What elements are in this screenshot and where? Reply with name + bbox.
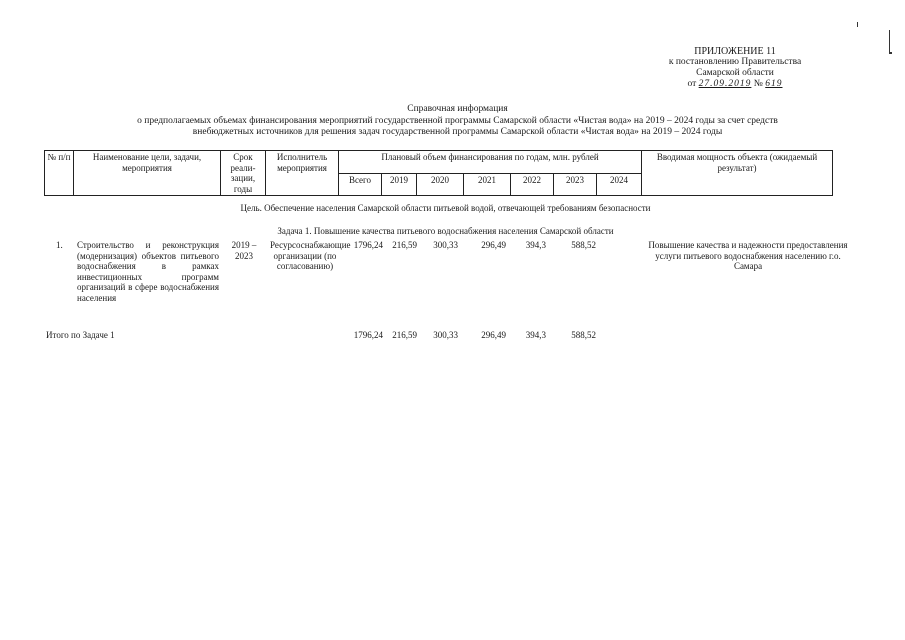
total-label: Итого по Задаче 1 (46, 330, 115, 340)
col-year: 2024 (597, 173, 642, 196)
appendix-date-line: от 27.09.2019 № 619 (687, 79, 783, 89)
col-name: Наименование цели, задачи, мероприятия (74, 151, 221, 196)
col-funding-group: Плановый объем финансирования по годам, млн. рублей (339, 151, 642, 174)
total-value: 300,33 (433, 330, 458, 340)
appendix-title: ПРИЛОЖЕНИЕ 11 (694, 46, 776, 57)
total-sum: 1796,24 (353, 330, 383, 340)
total-value: 588,52 (571, 330, 596, 340)
col-year: 2019 (382, 173, 417, 196)
scan-mark (857, 22, 858, 27)
goal-row: Цель. Обеспечение населения Самарской области питьевой водой, отвечающей требованиям безопасности (240, 203, 651, 213)
row-value: 296,49 (481, 240, 506, 250)
row-period: 2019 – 2023 (231, 240, 257, 261)
row-executor: Ресурсоснабжающие организации (по согласованию) (270, 240, 351, 271)
row-value: 216,59 (392, 240, 417, 250)
document-heading (60, 104, 855, 139)
col-year: 2021 (464, 173, 511, 196)
col-num: № п/п (45, 151, 74, 196)
document-title: Справочная информация (407, 104, 508, 114)
task-row: Задача 1. Повышение качества питьевого водоснабжения населения Самарской области (277, 226, 614, 236)
row-value: 588,52 (571, 240, 596, 250)
funding-table-header (44, 150, 833, 196)
col-result: Вводимая мощность объекта (ожидаемый результат) (642, 151, 833, 196)
col-total: Всего (339, 173, 382, 196)
col-year: 2020 (417, 173, 464, 196)
row-value: 394,3 (525, 240, 546, 250)
row-total: 1796,24 (353, 240, 383, 250)
col-year: 2023 (554, 173, 597, 196)
scan-mark (889, 30, 890, 52)
col-period: Срок реали-зации, годы (221, 151, 266, 196)
row-name: Строительство и реконструкция (модернизация) объектов питьевого водоснабжения в рамках инвестиционных программ организаций в сфере водоснабжения населения (77, 240, 219, 303)
total-value: 216,59 (392, 330, 417, 340)
appendix-line: Самарской области (696, 68, 774, 78)
total-value: 394,3 (525, 330, 546, 340)
decree-number: 619 (765, 79, 783, 89)
row-num: 1. (56, 240, 63, 250)
col-executor: Исполнитель мероприятия (266, 151, 339, 196)
scan-mark (889, 52, 892, 54)
col-year: 2022 (511, 173, 554, 196)
row-value: 300,33 (433, 240, 458, 250)
decree-date: 27.09.2019 (698, 79, 752, 89)
row-result: Повышение качества и надежности предоставления услуги питьевого водоснабжения населению г.о. Самара (648, 240, 848, 271)
document-subtitle: внебюджетных источников для решения задач государственной программы Самарской области «Чистая вода» на 2019 – 2024 годы (192, 127, 723, 137)
appendix-line: к постановлению Правительства (668, 57, 802, 67)
document-subtitle: о предполагаемых объемах финансирования мероприятий государственной программы Самарской области «Чистая вода» на 2019 – 2024 годы за счет средств (137, 115, 778, 126)
appendix-block (600, 46, 870, 90)
total-value: 296,49 (481, 330, 506, 340)
